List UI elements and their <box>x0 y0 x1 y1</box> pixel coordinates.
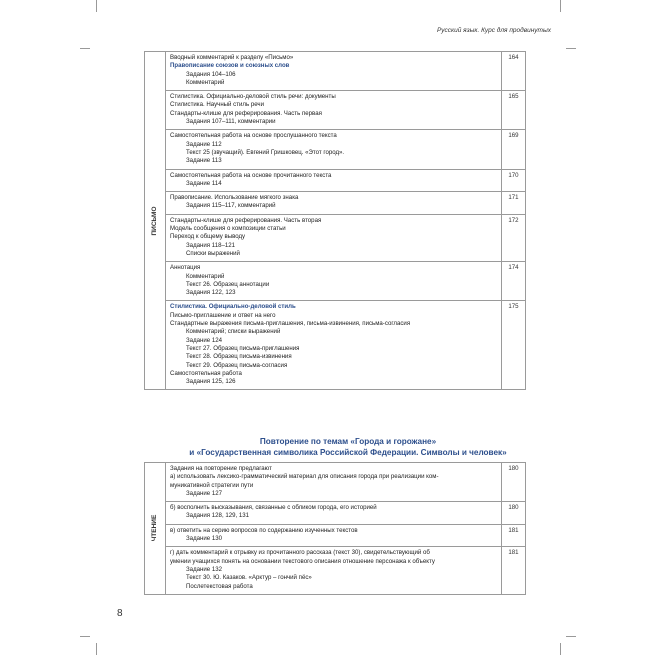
toc-entry <box>166 169 502 192</box>
toc-line: Задание 113 <box>186 157 222 165</box>
toc-line: муникативной стратегии пути <box>170 481 254 489</box>
toc-line: в) ответить на серию вопросов по содержанию изученных текстов <box>170 526 358 534</box>
toc-entry <box>166 91 502 130</box>
toc-line: Задание 124 <box>186 336 223 344</box>
toc-line: Списки выражений <box>186 249 240 257</box>
toc-page-number: 164 <box>502 52 526 91</box>
toc-line: Комментарий <box>186 78 225 86</box>
toc-line: Задание 114 <box>186 179 222 187</box>
toc-line: умении учащихся понять на основании текстового описания отношение персонажа к объекту <box>170 557 435 565</box>
toc-row <box>145 52 526 91</box>
toc-line: Текст 25 (звучащий). Евгений Гришковец. «Этот город». <box>186 148 345 156</box>
toc-line: Самостоятельная работа на основе прочитанного текста <box>170 171 332 179</box>
toc-heading-line: Правописание союзов и союзных слов <box>170 62 290 70</box>
crop-mark <box>80 636 90 637</box>
toc-line: Задания 125, 126 <box>186 378 236 386</box>
toc-line: Текст 26. Образец аннотации <box>186 280 270 288</box>
toc-row <box>145 169 526 192</box>
toc-line: Задания 115–117, комментарий <box>186 202 276 210</box>
toc-row <box>145 524 526 547</box>
crop-mark <box>566 48 576 49</box>
crop-mark <box>96 0 97 12</box>
toc-row <box>145 301 526 390</box>
toc-page-number: 165 <box>502 91 526 130</box>
toc-line: Задание 132 <box>186 565 223 573</box>
toc-line: Письмо-приглашение и ответ на него <box>170 311 276 319</box>
toc-line: Текст 29. Образец письма-согласия <box>186 361 288 369</box>
toc-line: Переход к общему выводу <box>170 233 246 241</box>
toc-page-number: 170 <box>502 169 526 192</box>
toc-entry <box>166 130 502 169</box>
toc-row <box>145 192 526 215</box>
toc-row <box>145 214 526 261</box>
toc-entry <box>166 463 502 502</box>
toc-page-number: 169 <box>502 130 526 169</box>
toc-line: Стандарты-клише для реферирования. Часть вторая <box>170 216 322 224</box>
toc-line: а) использовать лексико-грамматический материал для описания города при реализации ком- <box>170 473 439 481</box>
toc-line: Послетекстовая работа <box>186 582 253 590</box>
section-side-label <box>145 52 166 390</box>
toc-row <box>145 463 526 502</box>
toc-line: Задания 104–106 <box>186 70 236 78</box>
toc-page-number: 181 <box>502 524 526 547</box>
side-label-text: ЧТЕНИЕ <box>150 515 158 542</box>
side-label-text: ПИСЬМО <box>150 206 158 236</box>
toc-line: Текст 30. Ю. Казаков. «Арктур – гончий пёс» <box>186 574 312 582</box>
section-heading-line-1: Повторение по темам «Города и горожане» <box>259 437 437 446</box>
toc-line: Задание 127 <box>186 489 223 497</box>
toc-entry <box>166 301 502 390</box>
section-side-label <box>145 463 166 595</box>
toc-entry <box>166 547 502 594</box>
toc-heading-line: Стилистика. Официально-деловой стиль <box>170 303 296 311</box>
toc-line: Задания 128, 129, 131 <box>186 512 250 520</box>
page-number: 8 <box>117 608 123 619</box>
toc-line: Правописание. Использование мягкого знака <box>170 194 299 202</box>
section-heading-line-2: и «Государственная символика Российской Федерации. Символы и человек» <box>189 447 507 457</box>
toc-entry <box>166 262 502 301</box>
toc-line: Самостоятельная работа на основе прослушанного текста <box>170 132 337 140</box>
toc-page-number: 171 <box>502 192 526 215</box>
toc-page-number: 175 <box>502 301 526 390</box>
toc-line: г) дать комментарий к отрывку из прочитанного рассказа (текст 30), свидетельствующий об <box>170 549 430 557</box>
toc-line: Стандартные выражения письма-приглашения, письма-извинения, письма-согласия <box>170 320 411 328</box>
toc-table-writing <box>144 51 526 390</box>
toc-line: Задания на повторение предлагают <box>170 465 272 472</box>
toc-line: Вводный комментарий к разделу «Письмо» <box>170 54 294 61</box>
toc-row <box>145 130 526 169</box>
toc-row <box>145 91 526 130</box>
crop-mark <box>80 48 90 49</box>
toc-line: Задания 122, 123 <box>186 289 236 297</box>
toc-line: Самостоятельная работа <box>170 369 242 377</box>
toc-row <box>145 547 526 594</box>
toc-line: Стилистика. Научный стиль речи <box>170 101 264 109</box>
toc-entry <box>166 524 502 547</box>
toc-page-number: 180 <box>502 502 526 525</box>
toc-line: Текст 28. Образец письма-извинения <box>186 353 292 361</box>
toc-entry <box>166 502 502 525</box>
toc-page-number: 181 <box>502 547 526 594</box>
toc-entry <box>166 192 502 215</box>
toc-page-number: 172 <box>502 214 526 261</box>
toc-table-reading <box>144 462 526 595</box>
crop-mark <box>560 0 561 12</box>
toc-line: б) восполнить высказывания, связанные с обликом города, его историей <box>170 504 377 512</box>
toc-line: Задание 130 <box>186 535 223 543</box>
toc-line: Аннотация <box>170 264 201 272</box>
toc-line: Комментарий <box>186 272 225 280</box>
toc-row <box>145 502 526 525</box>
toc-page-number: 174 <box>502 262 526 301</box>
toc-line: Комментарий; списки выражений <box>186 328 281 336</box>
toc-row <box>145 262 526 301</box>
running-header: Русский язык. Курс для продвинутых <box>436 27 551 34</box>
toc-line: Задания 107–111, комментарии <box>186 118 276 126</box>
toc-line: Текст 27. Образец письма-приглашения <box>186 344 300 352</box>
crop-mark <box>96 643 97 655</box>
toc-line: Модель сообщения о композиции статьи <box>170 225 286 233</box>
toc-line: Стилистика. Официально-деловой стиль речи: документы <box>170 93 336 101</box>
toc-entry <box>166 214 502 261</box>
toc-line: Задания 118–121 <box>186 241 236 249</box>
toc-line: Стандарты-клише для реферирования. Часть первая <box>170 109 322 117</box>
crop-mark <box>566 636 576 637</box>
toc-page-number: 180 <box>502 463 526 502</box>
toc-entry <box>166 52 502 91</box>
section-heading <box>178 437 518 458</box>
toc-line: Задание 112 <box>186 140 222 148</box>
crop-mark <box>560 643 561 655</box>
